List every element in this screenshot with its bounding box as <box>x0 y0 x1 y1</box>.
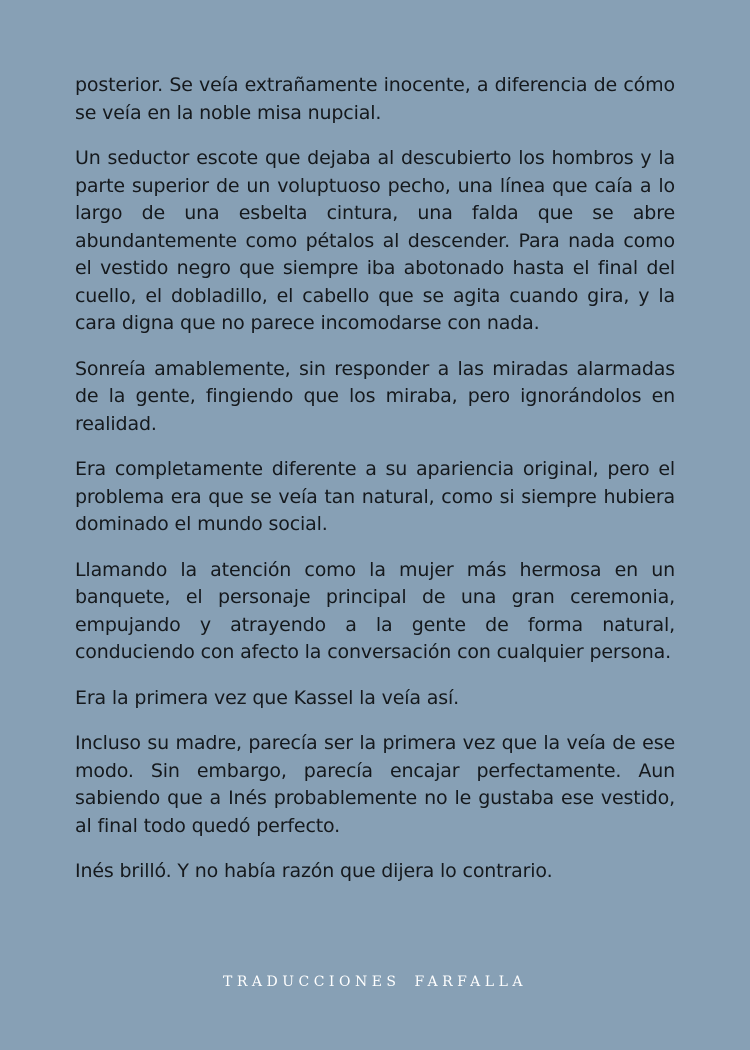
paragraph: Era la primera vez que Kassel la veía así. <box>75 686 460 709</box>
page-footer-credit <box>0 974 750 990</box>
paragraph: Inés brilló. Y no había razón que dijera lo contrario. <box>75 860 553 882</box>
paragraph: posterior. Se veía extrañamente inocente, a diferencia de cómo se veía en la noble misa nupcial. <box>75 74 675 124</box>
paragraph: Sonreía amablemente, sin responder a las miradas alarmadas de la gente, fingiendo que los miraba, pero ignorándolos en realidad. <box>75 357 675 435</box>
page-body-text <box>75 72 675 886</box>
paragraph: Llamando la atención como la mujer más hermosa en un banquete, el personaje principal de una gran ceremonia, empujando y atrayendo a la gente de forma natural, conduciendo con afecto la conversación con cualquier persona. <box>75 558 675 663</box>
paragraph: Un seductor escote que dejaba al descubierto los hombros y la parte superior de un voluptuoso pecho, una línea que caía a lo largo de una esbelta cintura, una falda que se abre abundantemente como pétalos al descender. Para nada como el vestido negro que siempre iba abotonado hasta el final del cuello, el dobladillo, el cabello que se agita cuando gira, y la cara digna que no parece incomodarse con nada. <box>75 147 675 334</box>
paragraph: Era completamente diferente a su apariencia original, pero el problema era que se veía tan natural, como si siempre hubiera dominado el mundo social. <box>75 458 675 535</box>
footer-word: FARFALLA <box>414 974 527 990</box>
paragraph: Incluso su madre, parecía ser la primera vez que la veía de ese modo. Sin embargo, parecía encajar perfectamente. Aun sabiendo que a Inés probablemente no le gustaba ese vestido, al final todo quedó perfecto. <box>75 732 675 837</box>
footer-word: TRADUCCIONES <box>223 974 401 990</box>
